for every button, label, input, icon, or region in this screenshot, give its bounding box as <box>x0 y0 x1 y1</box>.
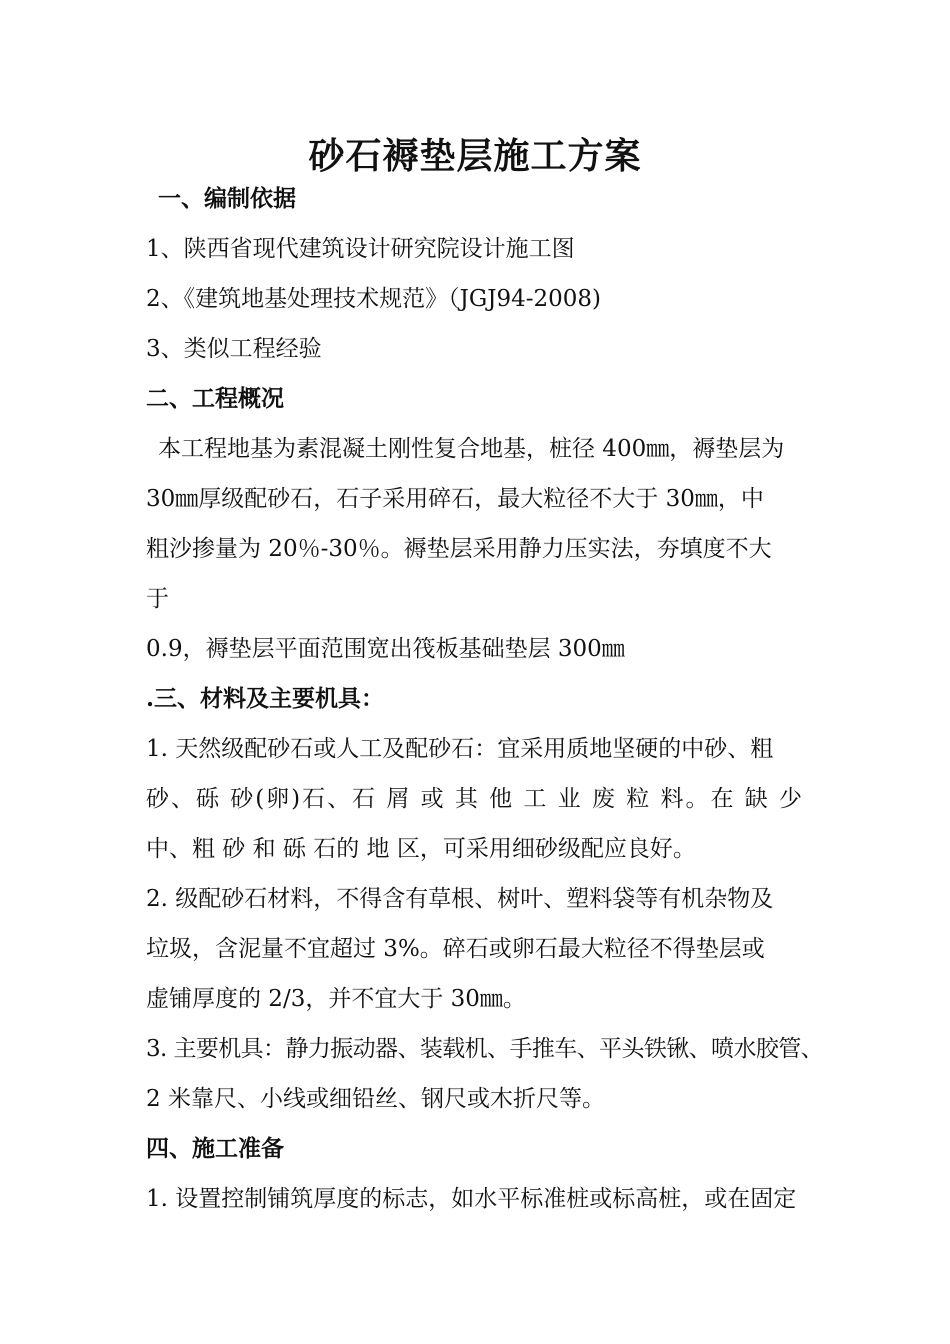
paragraph-line: 1. 设置控制铺筑厚度的标志，如水平标准桩或标高桩，或在固定 <box>146 1186 797 1212</box>
document-title: 砂石褥垫层施工方案 <box>308 135 642 177</box>
paragraph-line: 2. 级配砂石材料，不得含有草根、树叶、塑料袋等有机杂物及 <box>146 886 774 912</box>
paragraph-line: 1. 天然级配砂石或人工及配砂石：宜采用质地坚硬的中砂、粗 <box>146 736 774 762</box>
paragraph-line: 3. 主要机具：静力振动器、装载机、手推车、平头铁锹、喷水胶管、 <box>146 1036 824 1062</box>
paragraph-line: 虚铺厚度的 2/3，并不宜大于 30㎜。 <box>146 986 526 1012</box>
paragraph-line: 粗沙掺量为 20％-30％。褥垫层采用静力压实法，夯填度不大 <box>146 536 772 562</box>
paragraph-line: 3、类似工程经验 <box>146 336 322 362</box>
paragraph-line: 于 <box>146 586 169 612</box>
section-heading: .三、材料及主要机具： <box>146 685 385 712</box>
paragraph-line: 中、粗 砂 和 砾 石的 地 区，可采用细砂级配应良好。 <box>146 836 696 862</box>
section-heading: 二、工程概况 <box>146 385 284 412</box>
paragraph-line: 2、《建筑地基处理技术规范》（JGJ94-2008) <box>146 286 601 312</box>
section-heading: 一、编制依据 <box>158 185 296 212</box>
paragraph-line: 0.9，褥垫层平面范围宽出筏板基础垫层 300㎜ <box>146 636 625 662</box>
paragraph-line: 1、陕西省现代建筑设计研究院设计施工图 <box>146 236 575 262</box>
paragraph-line: 垃圾，含泥量不宜超过 3%。碎石或卵石最大粒径不得垫层或 <box>146 936 765 962</box>
paragraph-line: 砂、砾 砂(卵)石、石 屑 或 其 他 工 业 废 粒 料。在 缺 少 <box>146 786 802 812</box>
paragraph-line: 30㎜厚级配砂石，石子采用碎石，最大粒径不大于 30㎜，中 <box>146 486 764 512</box>
paragraph-line: 2 米靠尺、小线或细铅丝、钢尺或木折尺等。 <box>146 1086 605 1112</box>
section-heading: 四、施工准备 <box>146 1135 284 1162</box>
paragraph-line: 本工程地基为素混凝土刚性复合地基，桩径 400㎜，褥垫层为 <box>158 436 785 462</box>
